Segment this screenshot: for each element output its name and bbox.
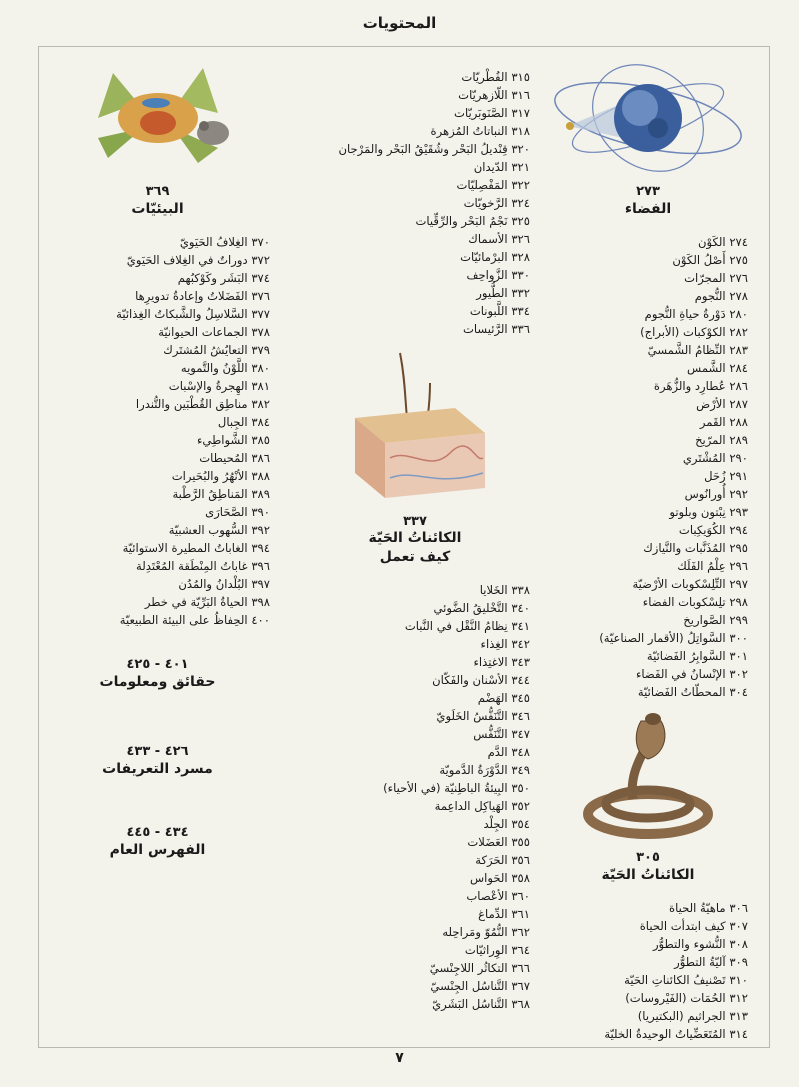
ecology-toc-list [45,233,270,629]
toc-item[interactable]: ٣٣٤ اللَّبونات [469,304,530,318]
toc-item[interactable]: ٣٦٢ النُّمُوّ ومَراحِله [442,925,530,939]
toc-item[interactable]: ٣٣٦ الرَّئيسات [462,322,530,336]
toc-item[interactable]: ٣٣٨ الخَلايا [479,583,530,597]
living-page-number: ٣٠٥ [636,850,660,865]
toc-item[interactable]: ٣٢٤ الرَّخويّات [463,196,530,210]
toc-item[interactable]: ٣٠٩ آليّةُ التطوُّر [674,955,748,969]
toc-item[interactable]: ٣١٢ الحُمَات (الفَيْروسات) [625,991,748,1005]
toc-item[interactable]: ٣٤٠ التَّخْليقُ الضَّوئي [433,601,530,615]
toc-item[interactable]: ٢٩١ زُحَل [704,469,748,483]
toc-item[interactable]: ٣٨٤ الجِبال [217,415,270,429]
toc-item[interactable]: ٣٥٢ الهَياكِل الداعِمة [434,799,530,813]
toc-item[interactable]: ٣٣٠ الزَّواحِف [466,268,530,282]
toc-item[interactable]: ٣٠١ السَّوابِرُ الفَضائيّة [646,649,748,663]
index-section-title[interactable]: الفهرس العام [109,842,206,858]
toc-item[interactable]: ٣٥٦ الحَرَكة [475,853,530,867]
ecology-page-number: ٣٦٩ [145,184,170,199]
toc-item[interactable]: ٢٨٤ الشَّمس [687,361,748,375]
toc-item[interactable]: ٣٧٦ الفَضَلاتُ وإعادةُ تدويرِها [135,289,270,303]
toc-item[interactable]: ٣٥٨ الحَواس [470,871,530,885]
toc-item[interactable]: ٤٠٠ الحِفاظُ على البيئة الطبيعيّة [119,613,270,627]
middle-column [300,58,530,1013]
toc-item[interactable]: ٣٦٦ التكاثُر اللاجِنْسيّ [429,961,530,975]
toc-item[interactable]: ٣٧٩ التعايُشُ المُشتَرك [163,343,270,357]
toc-item[interactable]: ٣٨٠ اللَّوْنُ والتَّمويه [180,361,270,375]
page-title: المحتويات [362,14,437,32]
toc-item[interactable]: ٣٤٦ التَّنَفُّسُ الخَلَويّ [436,709,530,723]
toc-item[interactable]: ٣٩٧ البُلْدانُ والمُدُن [178,577,270,591]
toc-item[interactable]: ٣٥٠ البِيئةُ الباطِنيّة (في الأحياء) [383,781,530,795]
toc-item[interactable]: ٣٠٢ الإنْسانُ في الفَضاء [635,667,748,681]
toc-item[interactable]: ٢٨٨ القَمر [699,415,748,429]
ecology-section-title: البيئيّات [131,201,184,217]
toc-item[interactable]: ٢٨٣ النِّظامُ الشَّمسيّ [647,343,748,357]
left-column [45,58,270,860]
toc-item[interactable]: ٣١٣ الجراثيم (البكتيريا) [637,1009,748,1023]
toc-item[interactable]: ٣٩٠ الصَّحَارَى [205,505,270,519]
toc-item[interactable]: ٣٤٢ الغِذاء [480,637,530,651]
flower-and-animals-illustration [78,58,238,178]
toc-item[interactable]: ٣٧٤ البَشَر وكَوْكبُهم [177,271,270,285]
toc-item[interactable]: ٣٩٦ غاباتُ المِنْطَقة المُعْتَدِلة [136,559,270,573]
living-section-title: الكائناتُ الحَيّة [601,867,695,883]
toc-item[interactable]: ٣١٠ تَصْنيفُ الكائناتِ الحَيّة [624,973,748,987]
how-living-works-toc-list [300,581,530,1013]
toc-item[interactable]: ٣٢٢ المَفْصِليّات [456,178,530,192]
toc-item[interactable]: ٣٧٧ السَّلاسِلُ والشَّبكاتُ الغِذائيّة [116,307,270,321]
toc-item[interactable]: ٣٤٤ الأسْنان والفَكّان [432,673,530,687]
toc-item[interactable]: ٣٦٧ التَّناسُل الجِنْسيّ [430,979,530,993]
planet-orbit-illustration [548,58,748,178]
toc-item[interactable]: ٣٢٦ الأسماك [468,232,530,246]
toc-item[interactable]: ٣٨٩ المَناطِقُ الرَّطْبة [172,487,270,501]
skin-cross-section-illustration [335,348,495,508]
toc-item[interactable]: ٣٨٢ مناطِق القُطْبَين والتُّندرا [135,397,270,411]
right-column [548,58,748,1043]
cobra-illustration [573,709,723,844]
toc-item[interactable]: ٣٦٨ التَّناسُل البَشَريّ [432,997,530,1011]
toc-item[interactable]: ٣٣٢ الطُّيور [476,286,530,300]
toc-item[interactable]: ٣٠٨ النُّشوء والتطوُّر [652,937,748,951]
toc-item[interactable]: ٢٧٤ الكَوْن [697,235,748,249]
facts-section-title[interactable]: حقائق ومعلومات [99,674,216,690]
toc-item[interactable]: ٢٧٥ أَصْلُ الكَوْن [672,253,748,267]
toc-item[interactable]: ٣٧٠ الغِلافُ الحَيَويّ [179,235,270,249]
toc-item[interactable]: ٣٢٥ نَجْمُ البَحْر والرِّقِّيات [415,214,530,228]
toc-item[interactable]: ٢٧٨ النُّجوم [694,289,748,303]
toc-item[interactable]: ٣٤٩ الدَّوْرَةُ الدَّمويّة [439,763,530,777]
toc-item[interactable]: ٣٦٠ الأعْصاب [466,889,530,903]
space-toc-list [548,233,748,701]
toc-item[interactable]: ٢٨٢ الكوْكبات (الأبراج) [640,325,748,339]
glossary-page-range: ٤٢٦ - ٤٣٣ [126,744,189,759]
page-number: ٧ [395,1050,404,1066]
space-section-title: الفضاء [624,201,672,217]
how-living-works-page-number: ٣٣٧ [403,514,427,529]
toc-item[interactable]: ٣١٦ اللّازهريّات [458,88,530,102]
toc-item[interactable]: ٣٤٨ الدَّم [487,745,530,759]
toc-item[interactable]: ٣١٨ النباتاتُ المُزهرة [430,124,530,138]
toc-item[interactable]: ٢٨٦ عُطارِد والزُّهَرة [653,379,748,393]
toc-item[interactable]: ٣٤٣ الاغتِذاء [473,655,530,669]
toc-item[interactable]: ٣٠٧ كيف ابتدأت الحياة [639,919,748,933]
toc-item[interactable]: ٣١٤ المُتَعَضِّياتُ الوحيدةُ الخليّة [604,1027,748,1041]
toc-item[interactable]: ٣٠٠ السَّواتِلُ (الأقمار الصناعيّة) [599,631,748,645]
toc-item[interactable]: ٣٧٢ دوراتٌ في الغِلاف الحَيَويّ [126,253,270,267]
toc-item[interactable]: ٣٨٦ المُحيطات [199,451,270,465]
toc-item[interactable]: ٣٢٨ البرْمائيّات [460,250,530,264]
toc-item[interactable]: ٣٤١ نِظامُ النَّقْل في النَّبات [404,619,530,633]
toc-item[interactable]: ٣٠٤ المحطّاتُ الفَضائيّة [637,685,748,699]
toc-item[interactable]: ٢٩٥ المُذَنَّبات والنَّيازك [643,541,748,555]
living-toc-list [548,899,748,1043]
toc-item[interactable]: ٣٨٨ الأنْهُرُ والبُحَيرات [171,469,270,483]
how-living-works-title: الكائناتُ الحَيّة [368,530,462,546]
toc-item[interactable]: ٣٥٤ الجِلْد [483,817,530,831]
space-page-number: ٢٧٣ [636,184,660,199]
toc-item[interactable]: ٣٨٥ الشَّواطِيء [196,433,270,447]
toc-item[interactable]: ٣٤٧ التَّنَفُّس [473,727,530,741]
toc-item[interactable]: ٣٦٤ الوِراثيّات [464,943,530,957]
toc-item[interactable]: ٣٢٠ قِنْديلُ البَحْر وشُقَيْقُ البَحْر والمَرْجان [338,142,530,156]
toc-item[interactable]: ٣٨١ الهِجرةُ والإسْبات [168,379,270,393]
organisms-toc-list [300,68,530,338]
toc-item[interactable]: ٣١٧ الصَّنَوبَريّات [454,106,530,120]
toc-item[interactable]: ٣٤٥ الهَضْم [477,691,530,705]
toc-item[interactable]: ٣٩٤ الغاباتُ المطيرة الاستوائيّة [122,541,270,555]
toc-item[interactable]: ٣٩٢ السُّهوب العشبيّة [168,523,270,537]
facts-page-range: ٤٠١ - ٤٢٥ [126,657,189,672]
toc-item[interactable]: ٣٦١ الدِّماغ [478,907,530,921]
toc-item[interactable]: ٣٢١ الدّيدان [473,160,530,174]
glossary-section-title[interactable]: مسرد التعريفات [102,761,213,777]
toc-item[interactable]: ٢٧٦ المجرّات [684,271,748,285]
toc-item[interactable]: ٢٩٩ الصَّواريخ [683,613,748,627]
toc-item[interactable]: ٢٩٦ عِلْمُ الفَلَك [677,559,748,573]
toc-item[interactable]: ٣٥٥ العَضَلات [467,835,530,849]
toc-item[interactable]: ٢٩٨ تلِسْكوبات الفضاء [642,595,748,609]
toc-item[interactable]: ٣١٥ الفُطْريّات [461,70,530,84]
toc-item[interactable]: ٢٨٩ المرّيخ [695,433,748,447]
toc-item[interactable]: ٢٩٤ الكُوَيكِبات [678,523,748,537]
toc-item[interactable]: ٣٩٨ الحياةُ البَرِّيّة في خطر [144,595,270,609]
toc-item[interactable]: ٢٩٠ المُشْتَري [682,451,748,465]
toc-item[interactable]: ٢٩٢ أُورانُوس [684,487,748,501]
toc-item[interactable]: ٣٠٦ ماهيّةُ الحياة [669,901,748,915]
toc-item[interactable]: ٣٧٨ الجماعات الحيوانيّة [158,325,270,339]
toc-item[interactable]: ٢٩٣ نِبْتون وبلوتو [669,505,748,519]
how-living-works-subtitle: كيف تعمل [379,549,451,565]
toc-item[interactable]: ٢٩٧ التِّلِسْكوبات الأرْضيّة [632,577,748,591]
index-page-range: ٤٣٤ - ٤٤٥ [126,825,189,840]
toc-item[interactable]: ٢٨٠ دَوْرةُ حياةِ النُّجوم [644,307,748,321]
toc-item[interactable]: ٢٨٧ الأرْض [696,397,748,411]
